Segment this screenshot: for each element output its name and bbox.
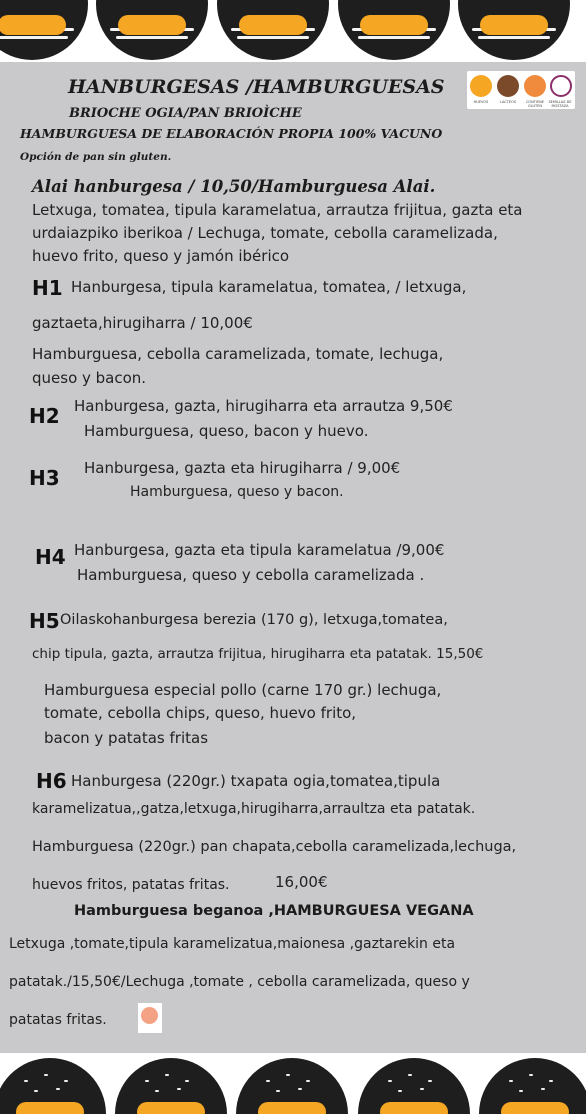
item-line: queso y bacon. bbox=[32, 369, 147, 387]
burger-icon bbox=[458, 0, 570, 60]
burger-icon bbox=[0, 1058, 106, 1114]
vegan-line: patatak./15,50€/Lechuga ,tomate , cebolla caramelizada, queso y bbox=[9, 974, 470, 990]
item-line: Hamburguesa, queso y bacon. bbox=[130, 484, 344, 500]
gluten-icon bbox=[524, 75, 546, 97]
burger-icon bbox=[479, 1058, 586, 1114]
item-line: tomate, cebolla chips, queso, huevo frito, bbox=[44, 704, 357, 722]
item-line: Hamburguesa (220gr.) pan chapata,cebolla caramelizada,lechuga, bbox=[32, 839, 517, 855]
item-line: Hamburguesa, cebolla caramelizada, tomate, lechuga, bbox=[32, 345, 444, 363]
alai-title: Alai hanburgesa / 10,50/Hamburguesa Alai. bbox=[32, 177, 436, 196]
item-line: huevos fritos, patatas fritas. bbox=[32, 877, 230, 893]
allergen-icons bbox=[467, 71, 575, 109]
item-line: Hanburgesa (220gr.) txapata ogia,tomatea,tipula bbox=[71, 772, 441, 790]
item-line: gaztaeta,hirugiharra / 10,00€ bbox=[32, 314, 253, 332]
item-line: Hanburgesa, gazta eta tipula karamelatua /9,00€ bbox=[74, 541, 445, 559]
top-burger-band bbox=[0, 0, 586, 62]
vegan-line: Letxuga ,tomate,tipula karamelizatua,maionesa ,gaztarekin eta bbox=[9, 936, 456, 952]
burger-icon bbox=[358, 1058, 470, 1114]
item-line: chip tipula, gazta, arrautza frijitua, hirugiharra eta patatak. 15,50€ bbox=[32, 646, 484, 662]
alai-line: Letxuga, tomatea, tipula karamelatua, arrautza frijitua, gazta eta bbox=[32, 201, 523, 219]
burger-icon bbox=[115, 1058, 227, 1114]
gluten-note: Opción de pan sin gluten. bbox=[20, 151, 172, 163]
vegan-title: Hamburguesa beganoa ,HAMBURGUESA VEGANA bbox=[74, 903, 474, 919]
item-line: Hamburguesa, queso y cebolla caramelizada . bbox=[77, 566, 425, 584]
item-line: bacon y patatas fritas bbox=[44, 729, 209, 747]
dairy-icon bbox=[497, 75, 519, 97]
page-title: HANBURGESAS /HAMBURGUESAS bbox=[68, 76, 445, 98]
burger-icon bbox=[236, 1058, 348, 1114]
bottom-burger-band bbox=[0, 1053, 586, 1114]
allergen-label: HUEVOS bbox=[473, 100, 489, 104]
item-code-h4: H4 bbox=[35, 545, 66, 569]
item-line: Hanburgesa, tipula karamelatua, tomatea, / letxuga, bbox=[71, 278, 467, 296]
item-price: 16,00€ bbox=[275, 873, 328, 891]
burger-icon bbox=[217, 0, 329, 60]
allergen-label: SEMILLAS DE MOSTAZA bbox=[548, 100, 572, 108]
burger-icon bbox=[0, 0, 88, 60]
burger-icon bbox=[96, 0, 208, 60]
item-line: Hamburguesa, queso, bacon y huevo. bbox=[84, 422, 369, 440]
eggs-icon bbox=[470, 75, 492, 97]
vegan-line: patatas fritas. bbox=[9, 1012, 107, 1028]
item-code-h1: H1 bbox=[32, 276, 63, 300]
item-code-h3: H3 bbox=[29, 466, 60, 490]
item-line: Hanburgesa, gazta eta hirugiharra / 9,00€ bbox=[84, 459, 401, 477]
item-code-h6: H6 bbox=[36, 769, 67, 793]
burger-icon bbox=[338, 0, 450, 60]
gluten-free-icon bbox=[138, 1003, 162, 1033]
item-line: Hanburgesa, gazta, hirugiharra eta arrautza 9,50€ bbox=[74, 397, 453, 415]
item-code-h2: H2 bbox=[29, 404, 60, 428]
item-line: Oilaskohanburgesa berezia (170 g), letxuga,tomatea, bbox=[60, 612, 448, 628]
beef-note: HAMBURGUESA DE ELABORACIÓN PROPIA 100% VACUNO bbox=[20, 126, 443, 141]
item-line: Hamburguesa especial pollo (carne 170 gr.) lechuga, bbox=[44, 681, 442, 699]
item-line: karamelizatua,,gatza,letxuga,hirugiharra,arraultza eta patatak. bbox=[32, 801, 476, 817]
bread-subtitle: BRIOCHE OGIA/PAN BRIOÌCHE bbox=[69, 106, 302, 121]
allergen-label: CONTIENE GLUTEN bbox=[525, 100, 545, 108]
alai-line: urdaiazpiko iberikoa / Lechuga, tomate, cebolla caramelizada, bbox=[32, 224, 498, 242]
item-code-h5: H5 bbox=[29, 609, 60, 633]
allergen-label: LACTEOS bbox=[499, 100, 517, 104]
mustard-icon bbox=[550, 75, 572, 97]
alai-line: huevo frito, queso y jamón ibérico bbox=[32, 247, 290, 265]
